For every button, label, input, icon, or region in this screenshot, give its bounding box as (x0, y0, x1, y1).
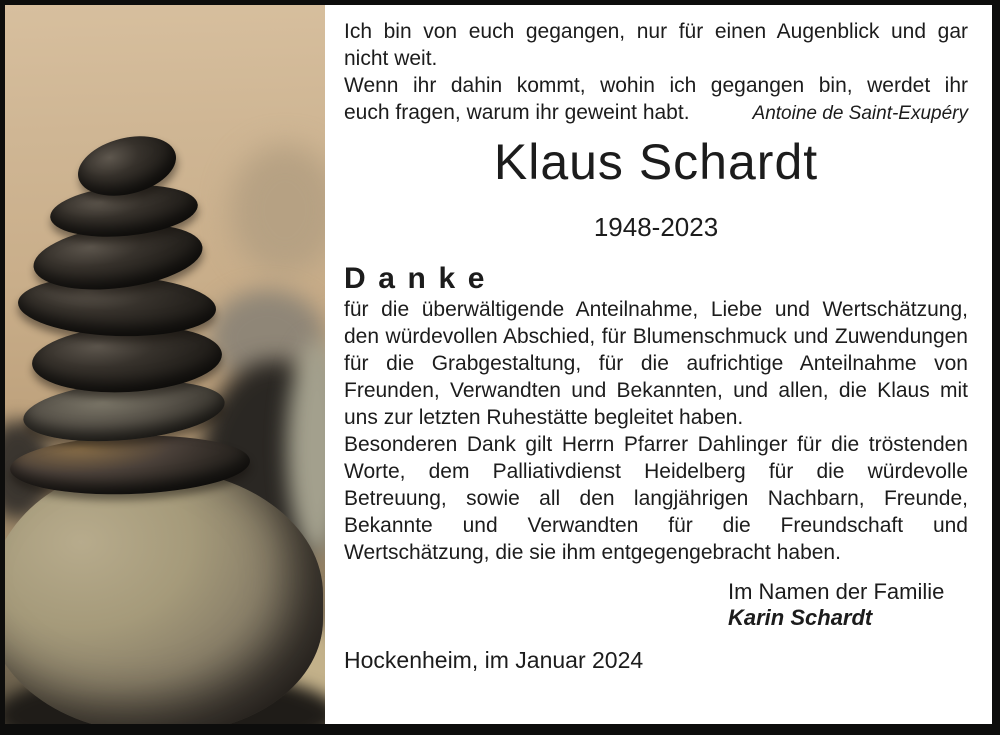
quote-line-with-attribution (344, 99, 968, 127)
quote-line: nicht weit. (344, 47, 438, 70)
signature-name: Karin Schardt (728, 605, 873, 630)
thanks-paragraph-2: Besonderen Dank gilt Herrn Pfarrer Dahlinger für die tröstenden Worte, dem Palliativdienst Heidelberg für die würdevolle Betreuung, sowie all den langjährigen Nachbarn, Freunde, Bekannte und Verwandten für die Freundschaft und Wertschätzung, die sie ihm entgegengebracht haben. (344, 433, 968, 564)
life-years: 1948-2023 (593, 212, 719, 242)
quote-line: Wenn ihr dahin kommt, wohin ich gegangen bin, werdet ihr (344, 74, 968, 97)
deceased-name: Klaus Schardt (493, 134, 819, 190)
thanks-heading: Danke (344, 262, 498, 295)
opening-quote (344, 18, 968, 127)
notice-content (325, 5, 992, 724)
closing-block (728, 579, 968, 631)
memorial-photo (5, 5, 325, 724)
base-boulder (5, 468, 323, 724)
place-and-date: Hockenheim, im Januar 2024 (344, 647, 644, 673)
thanks-paragraph-1: für die überwältigende Anteilnahme, Liebe und Wertschätzung, den würdevollen Abschied, für Blumenschmuck und Zuwendungen für die Grabgestaltung, für die aufrichtige Anteilnahme von Freunden, Verwandten und Bekannten, und allen, die Klaus mit uns zur letzten Ruhestätte begleitet haben. (344, 298, 968, 429)
blurred-sand-patch (230, 145, 325, 275)
quote-line: euch fragen, warum ihr geweint habt. (344, 101, 690, 124)
family-line: Im Namen der Familie (728, 579, 945, 604)
quote-line: Ich bin von euch gegangen, nur für einen Augenblick und gar (344, 20, 968, 43)
quote-attribution: Antoine de Saint-Exupéry (752, 103, 968, 124)
